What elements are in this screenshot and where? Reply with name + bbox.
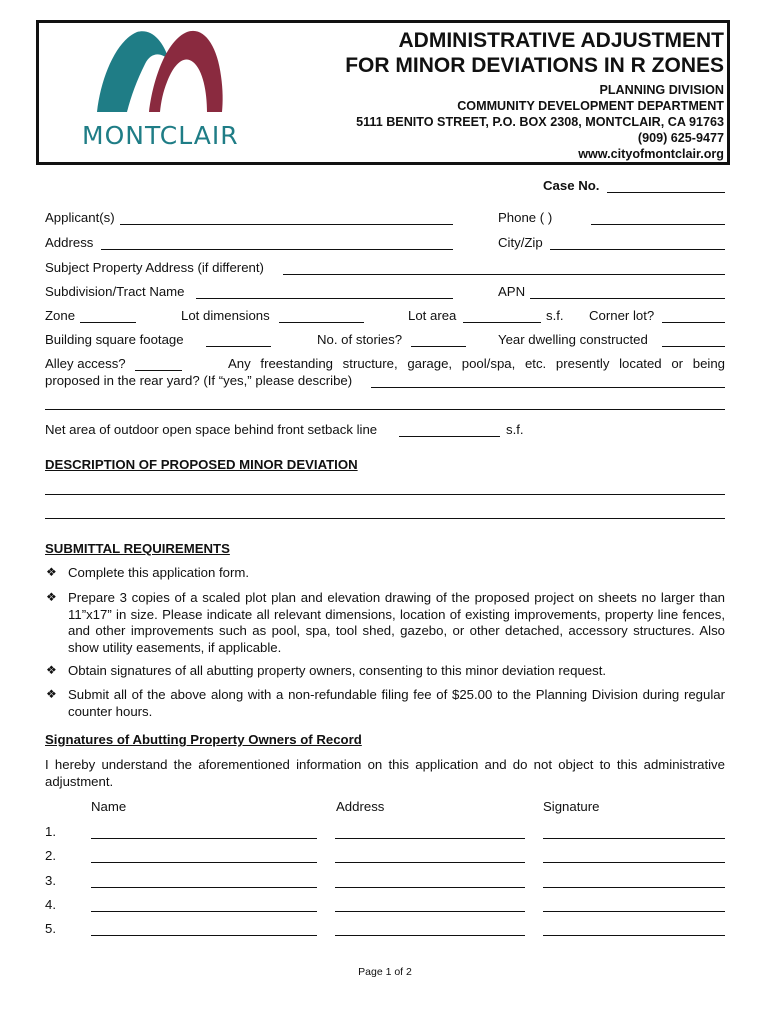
title-line-2: FOR MINOR DEVIATIONS IN R ZONES [345,54,724,77]
stories-field[interactable] [411,346,466,347]
lot-dimensions-field[interactable] [279,322,364,323]
row-number: 5. [45,921,56,936]
lot-area-unit: s.f. [546,308,564,323]
year-built-label: Year dwelling constructed [498,332,648,347]
lot-area-label: Lot area [408,308,457,323]
subject-property-field[interactable] [283,274,725,275]
signature-row-address[interactable] [335,935,525,936]
submittal-item-2: Prepare 3 copies of a scaled plot plan and elevation drawing of the proposed project on sheets no larger than 11”x17” in size. Please indicate all relevant dimensions, location of existing improvements, property line fences, and other improvements such as pool, spa, tool shed, gazebo, or other detached, accessory structures. Also show utility easements, if applicable. [68,590,725,655]
submittal-heading: SUBMITTAL REQUIREMENTS [45,541,230,556]
open-space-label: Net area of outdoor open space behind front setback line [45,422,378,437]
description-line-1[interactable] [45,494,725,495]
diamond-bullet-icon: ❖ [46,687,57,701]
zone-label: Zone [45,308,76,323]
building-sqft-field[interactable] [206,346,271,347]
column-header-signature: Signature [543,799,600,814]
signatures-heading: Signatures of Abutting Property Owners of Record [45,732,362,747]
logo-wordmark: MONTCLAIR [82,121,239,150]
office-address: 5111 BENITO STREET, P.O. BOX 2308, MONTCLAIR, CA 91763 [356,115,724,129]
signature-row-name[interactable] [91,838,317,839]
signature-row-signature[interactable] [543,862,725,863]
row-number: 2. [45,848,56,863]
freestanding-field[interactable] [371,387,725,388]
division: PLANNING DIVISION [599,83,724,97]
alley-access-label: Alley access? [45,356,126,371]
signature-row-address[interactable] [335,887,525,888]
open-space-unit: s.f. [506,422,524,437]
corner-lot-field[interactable] [662,322,725,323]
corner-lot-label: Corner lot? [589,308,655,323]
description-line-2[interactable] [45,518,725,519]
lot-area-field[interactable] [463,322,541,323]
year-built-field[interactable] [662,346,725,347]
city-zip-label: City/Zip [498,235,543,250]
office-phone: (909) 625-9477 [637,131,724,145]
apn-label: APN [498,284,526,299]
signatures-statement: I hereby understand the aforementioned information on this application and do not object to this administrative adjustment. [45,757,725,789]
stories-label: No. of stories? [317,332,403,347]
signature-row-signature[interactable] [543,935,725,936]
signature-row-name[interactable] [91,911,317,912]
building-sqft-label: Building square footage [45,332,184,347]
diamond-bullet-icon: ❖ [46,663,57,677]
submittal-item-1: Complete this application form. [68,565,250,580]
applicant-field[interactable] [120,224,453,225]
row-number: 3. [45,873,56,888]
submittal-item-3: Obtain signatures of all abutting property owners, consenting to this minor deviation request. [68,663,607,678]
subject-property-label: Subject Property Address (if different) [45,260,264,275]
row-number: 1. [45,824,56,839]
phone-label: Phone ( ) [498,210,553,225]
signature-row-name[interactable] [91,887,317,888]
signature-row-signature[interactable] [543,911,725,912]
zone-field[interactable] [80,322,136,323]
address-field[interactable] [101,249,453,250]
city-zip-field[interactable] [550,249,725,250]
column-header-address: Address [336,799,385,814]
apn-field[interactable] [530,298,725,299]
column-header-name: Name [91,799,127,814]
signature-row-name[interactable] [91,862,317,863]
phone-field[interactable] [591,224,725,225]
signature-row-address[interactable] [335,911,525,912]
subdivision-label: Subdivision/Tract Name [45,284,185,299]
department: COMMUNITY DEVELOPMENT DEPARTMENT [457,99,724,113]
submittal-item-4: Submit all of the above along with a non-refundable filing fee of $25.00 to the Planning Division during regular counter hours. [68,687,725,719]
description-heading: DESCRIPTION OF PROPOSED MINOR DEVIATION [45,457,358,472]
subdivision-field[interactable] [196,298,453,299]
case-no-field[interactable] [607,192,725,193]
page-number: Page 1 of 2 [358,966,412,978]
freestanding-question-2: proposed in the rear yard? (If “yes,” please describe) [45,373,353,388]
signature-row-signature[interactable] [543,838,725,839]
diamond-bullet-icon: ❖ [46,565,57,579]
montclair-logo [95,26,225,114]
alley-access-field[interactable] [135,370,182,371]
freestanding-field-2[interactable] [45,409,725,410]
address-label: Address [45,235,94,250]
website: www.cityofmontclair.org [578,147,724,161]
diamond-bullet-icon: ❖ [46,590,57,604]
signature-row-signature[interactable] [543,887,725,888]
row-number: 4. [45,897,56,912]
signature-row-name[interactable] [91,935,317,936]
lot-dimensions-label: Lot dimensions [181,308,270,323]
open-space-field[interactable] [399,436,500,437]
signature-row-address[interactable] [335,862,525,863]
signature-row-address[interactable] [335,838,525,839]
freestanding-question-1: Any freestanding structure, garage, pool/spa, etc. presently located or being [228,356,725,371]
case-no-label: Case No. [543,178,600,193]
title-line-1: ADMINISTRATIVE ADJUSTMENT [398,29,724,52]
applicant-label: Applicant(s) [45,210,115,225]
